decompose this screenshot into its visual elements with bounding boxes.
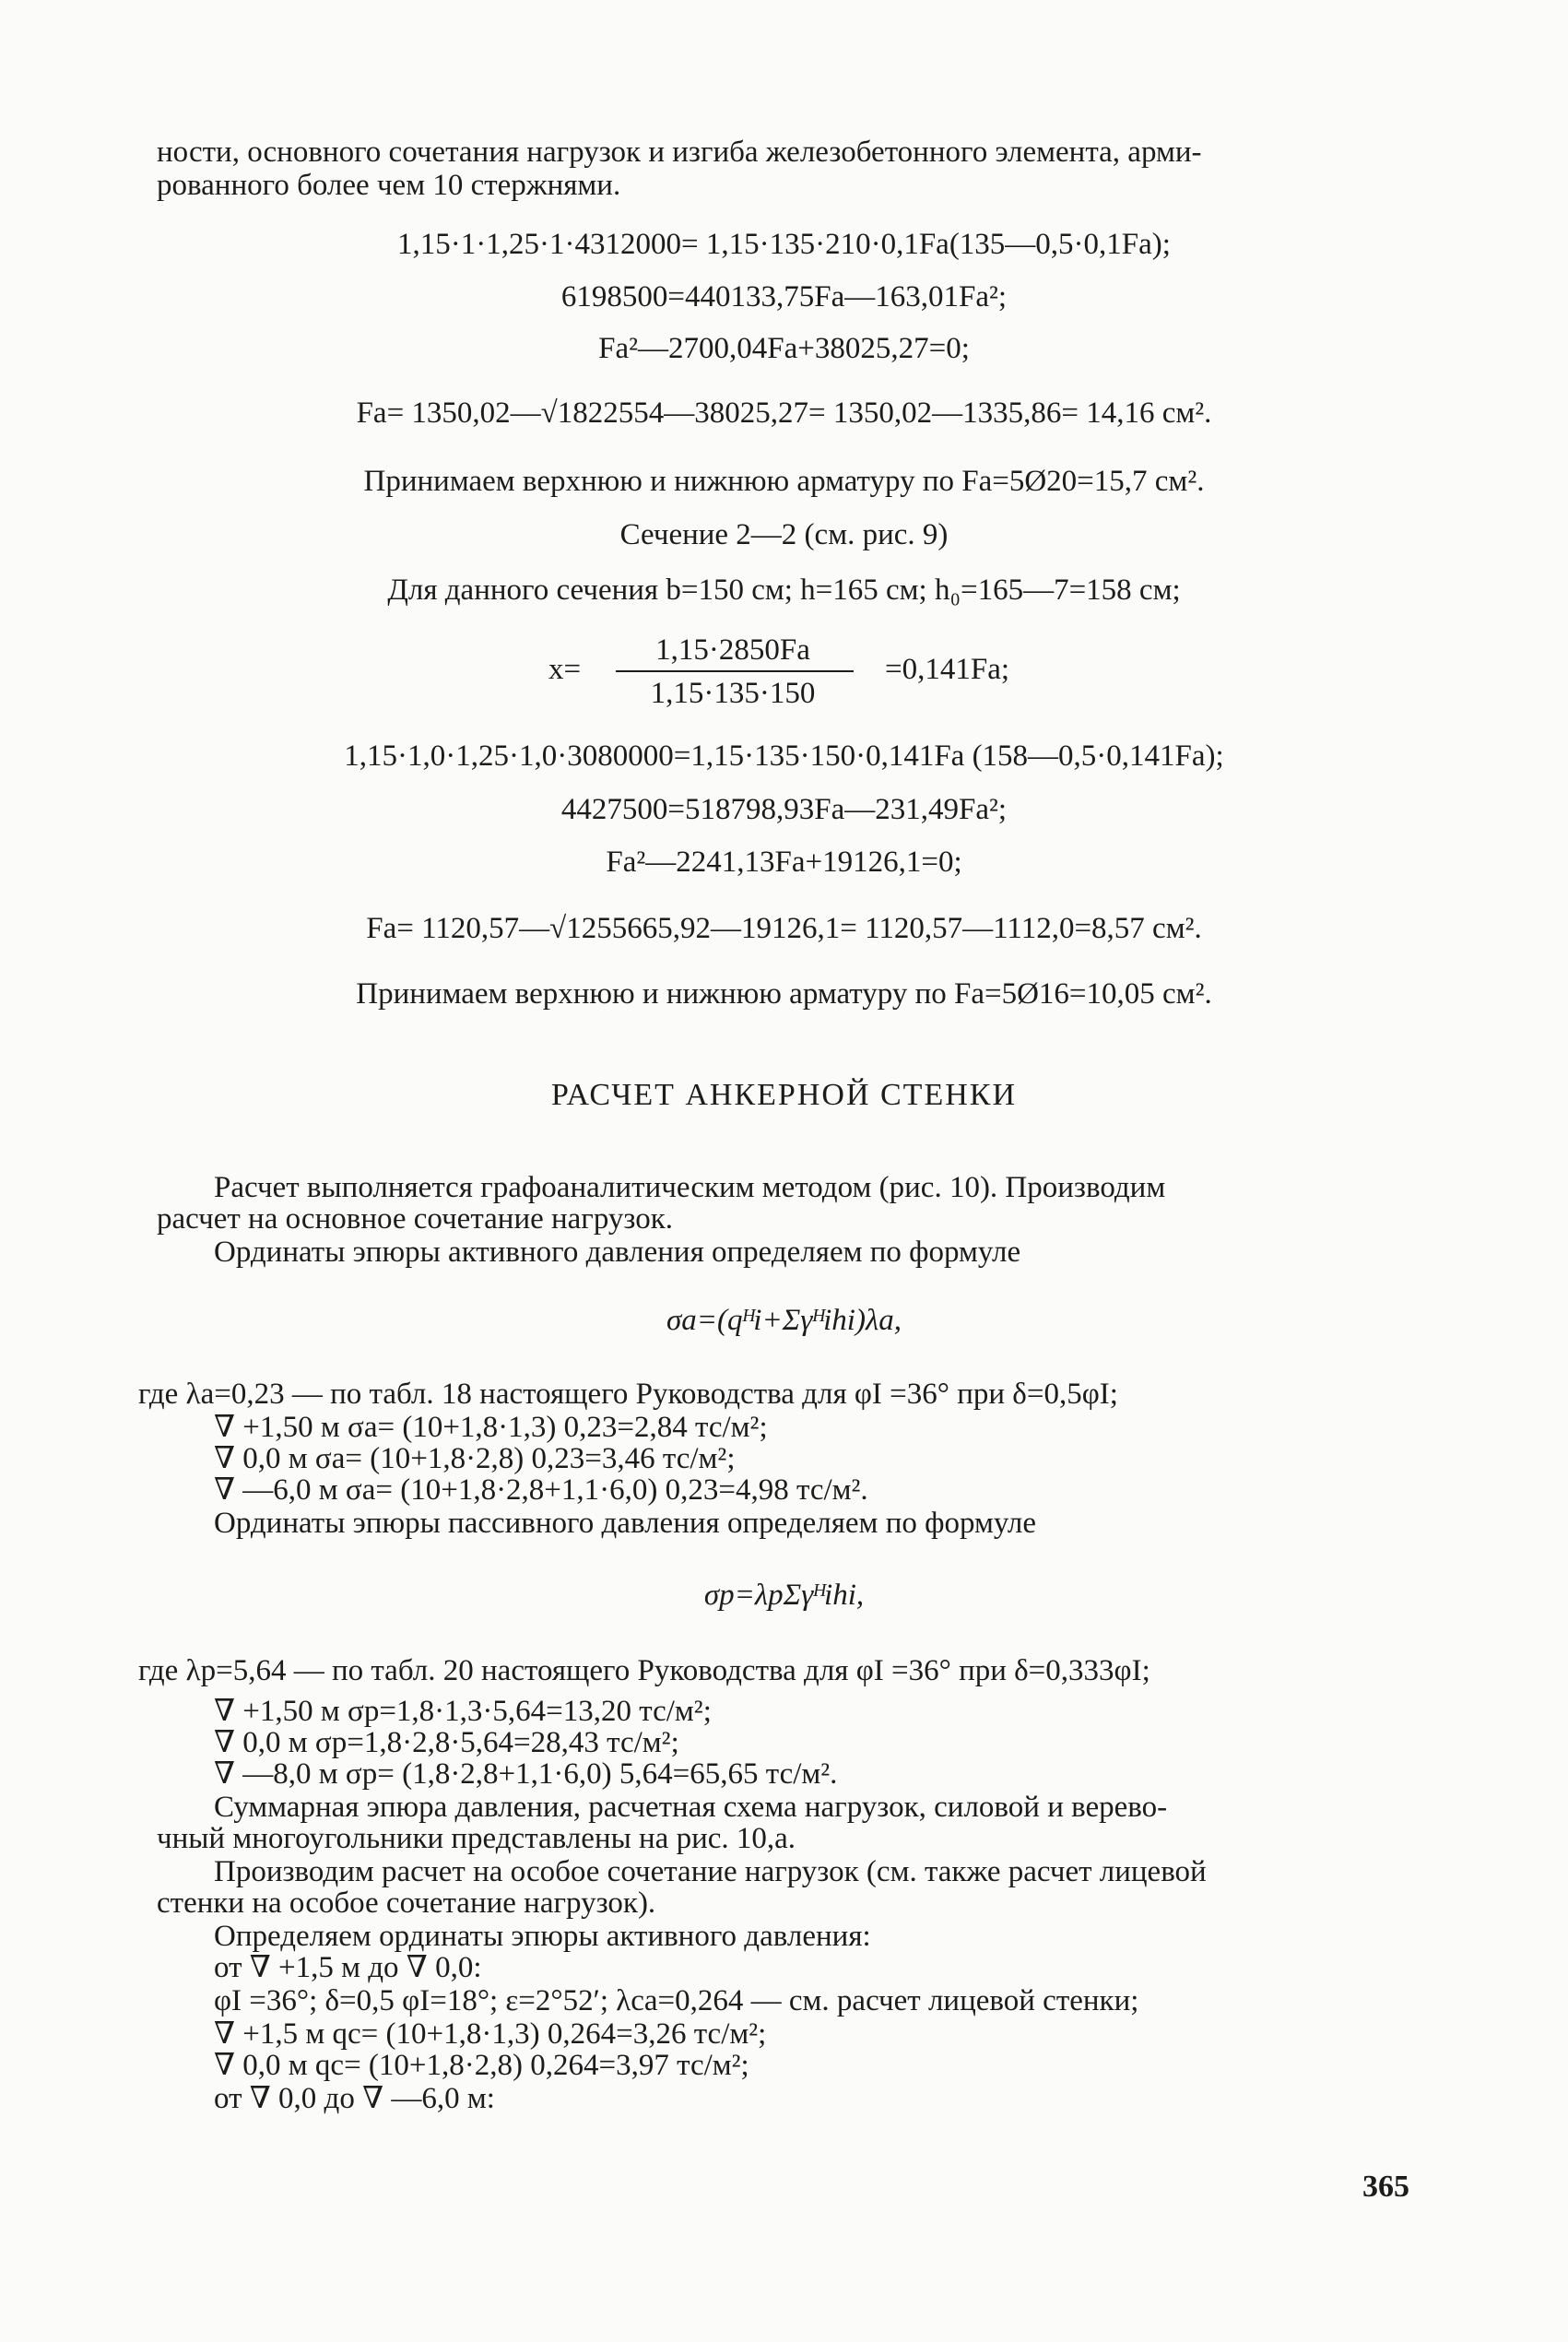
equation-7: Fа²—2241,13Fа+19126,1=0;: [606, 846, 962, 879]
x-formula-denominator: 1,15·135·150: [650, 677, 816, 710]
summary-line-2: чный многоугольники представлены на рис. 10,a.: [157, 1822, 796, 1855]
section-2-title: Сечение 2—2 (см. рис. 9): [619, 518, 949, 551]
x-formula-rhs: =0,141Fа;: [885, 653, 1010, 686]
summary-line-10: от ∇ 0,0 до ∇ —6,0 м:: [214, 2082, 495, 2115]
summary-line-3: Производим расчет на особое сочетание нагрузок (см. также расчет лицевой: [214, 1855, 1207, 1888]
equation-1: 1,15·1·1,25·1·4312000= 1,15·135·210·0,1Fа(135—0,5·0,1Fа);: [397, 228, 1171, 261]
passive-level-1: ∇ +1,50 м σp=1,8·1,3·5,64=13,20 тс/м²;: [214, 1695, 712, 1728]
summary-line-1: Суммарная эпюра давления, расчетная схема нагрузок, силовой и верево-: [214, 1791, 1168, 1824]
equation-6: 4427500=518798,93Fа—231,49Fа²;: [560, 793, 1008, 826]
summary-line-6: от ∇ +1,5 м до ∇ 0,0:: [214, 1951, 482, 1984]
section-heading: РАСЧЕТ АНКЕРНОЙ СТЕНКИ: [550, 1078, 1017, 1112]
active-where-line: где λa=0,23 — по табл. 18 настоящего Руководства для φI =36° при δ=0,5φI;: [138, 1378, 1118, 1411]
method-line-3: Ординаты эпюры активного давления определяем по формуле: [214, 1236, 1021, 1269]
equation-5: 1,15·1,0·1,25·1,0·3080000=1,15·135·150·0,141Fа (158—0,5·0,141Fа);: [344, 739, 1224, 773]
passive-intro: Ординаты эпюры пассивного давления определяем по формуле: [214, 1507, 1037, 1540]
summary-line-9: ∇ 0,0 м qc= (10+1,8·2,8) 0,264=3,97 тс/м²;: [214, 2049, 749, 2082]
equation-2: 6198500=440133,75Fа—163,01Fа²;: [560, 280, 1008, 313]
summary-line-7: φI =36°; δ=0,5 φI=18°; ε=2°52′; λca=0,264 — см. расчет лицевой стенки;: [214, 1984, 1139, 2017]
summary-line-8: ∇ +1,5 м qc= (10+1,8·1,3) 0,264=3,26 тс/м²;: [214, 2017, 767, 2051]
equation-8: Fа= 1120,57—√1255665,92—19126,1= 1120,57—1112,0=8,57 см².: [366, 912, 1202, 945]
equation-4: Fа= 1350,02—√1822554—38025,27= 1350,02—1335,86= 14,16 см².: [356, 396, 1212, 430]
summary-line-4: стенки на особое сочетание нагрузок).: [157, 1887, 656, 1920]
passive-level-3: ∇ —8,0 м σp= (1,8·2,8+1,1·6,0) 5,64=65,65 тс/м².: [214, 1757, 838, 1791]
page-number: 365: [1362, 2170, 1409, 2204]
method-line-2: расчет на основное сочетание нагрузок.: [157, 1202, 674, 1236]
formula-passive-pressure: σp=λpΣγᴴihi,: [703, 1579, 865, 1612]
passive-where-line: где λp=5,64 — по табл. 20 настоящего Руководства для φI =36° при δ=0,333φI;: [138, 1654, 1150, 1687]
intro-line-2: рованного более чем 10 стержнями.: [157, 169, 621, 202]
method-line-1: Расчет выполняется графоаналитическим методом (рис. 10). Производим: [214, 1171, 1166, 1204]
accept-reinforcement-1: Принимаем верхнюю и нижнюю арматуру по Fа=5Ø20=15,7 см².: [363, 465, 1205, 498]
active-level-3: ∇ —6,0 м σa= (10+1,8·2,8+1,1·6,0) 0,23=4,98 тс/м².: [214, 1473, 868, 1507]
x-formula-lhs: x=: [548, 653, 582, 686]
section-2-dimensions: Для данного сечения b=150 см; h=165 см; h₀=165—7=158 см;: [387, 574, 1181, 607]
fraction-bar: [616, 670, 854, 672]
active-level-1: ∇ +1,50 м σa= (10+1,8·1,3) 0,23=2,84 тс/м²;: [214, 1411, 768, 1444]
intro-line-1: ности, основного сочетания нагрузок и изгиба железобетонного элемента, арми-: [157, 136, 1202, 169]
summary-line-5: Определяем ординаты эпюры активного давления:: [214, 1920, 871, 1953]
active-level-2: ∇ 0,0 м σa= (10+1,8·2,8) 0,23=3,46 тс/м²;: [214, 1442, 736, 1475]
passive-level-2: ∇ 0,0 м σp=1,8·2,8·5,64=28,43 тс/м²;: [214, 1726, 679, 1759]
accept-reinforcement-2: Принимаем верхнюю и нижнюю арматуру по Fа=5Ø16=10,05 см².: [356, 977, 1212, 1011]
equation-3: Fа²—2700,04Fа+38025,27=0;: [598, 332, 970, 365]
formula-active-pressure: σa=(qᴴi+Σγᴴihi)λa,: [666, 1304, 902, 1337]
x-formula-numerator: 1,15·2850Fа: [655, 633, 810, 667]
